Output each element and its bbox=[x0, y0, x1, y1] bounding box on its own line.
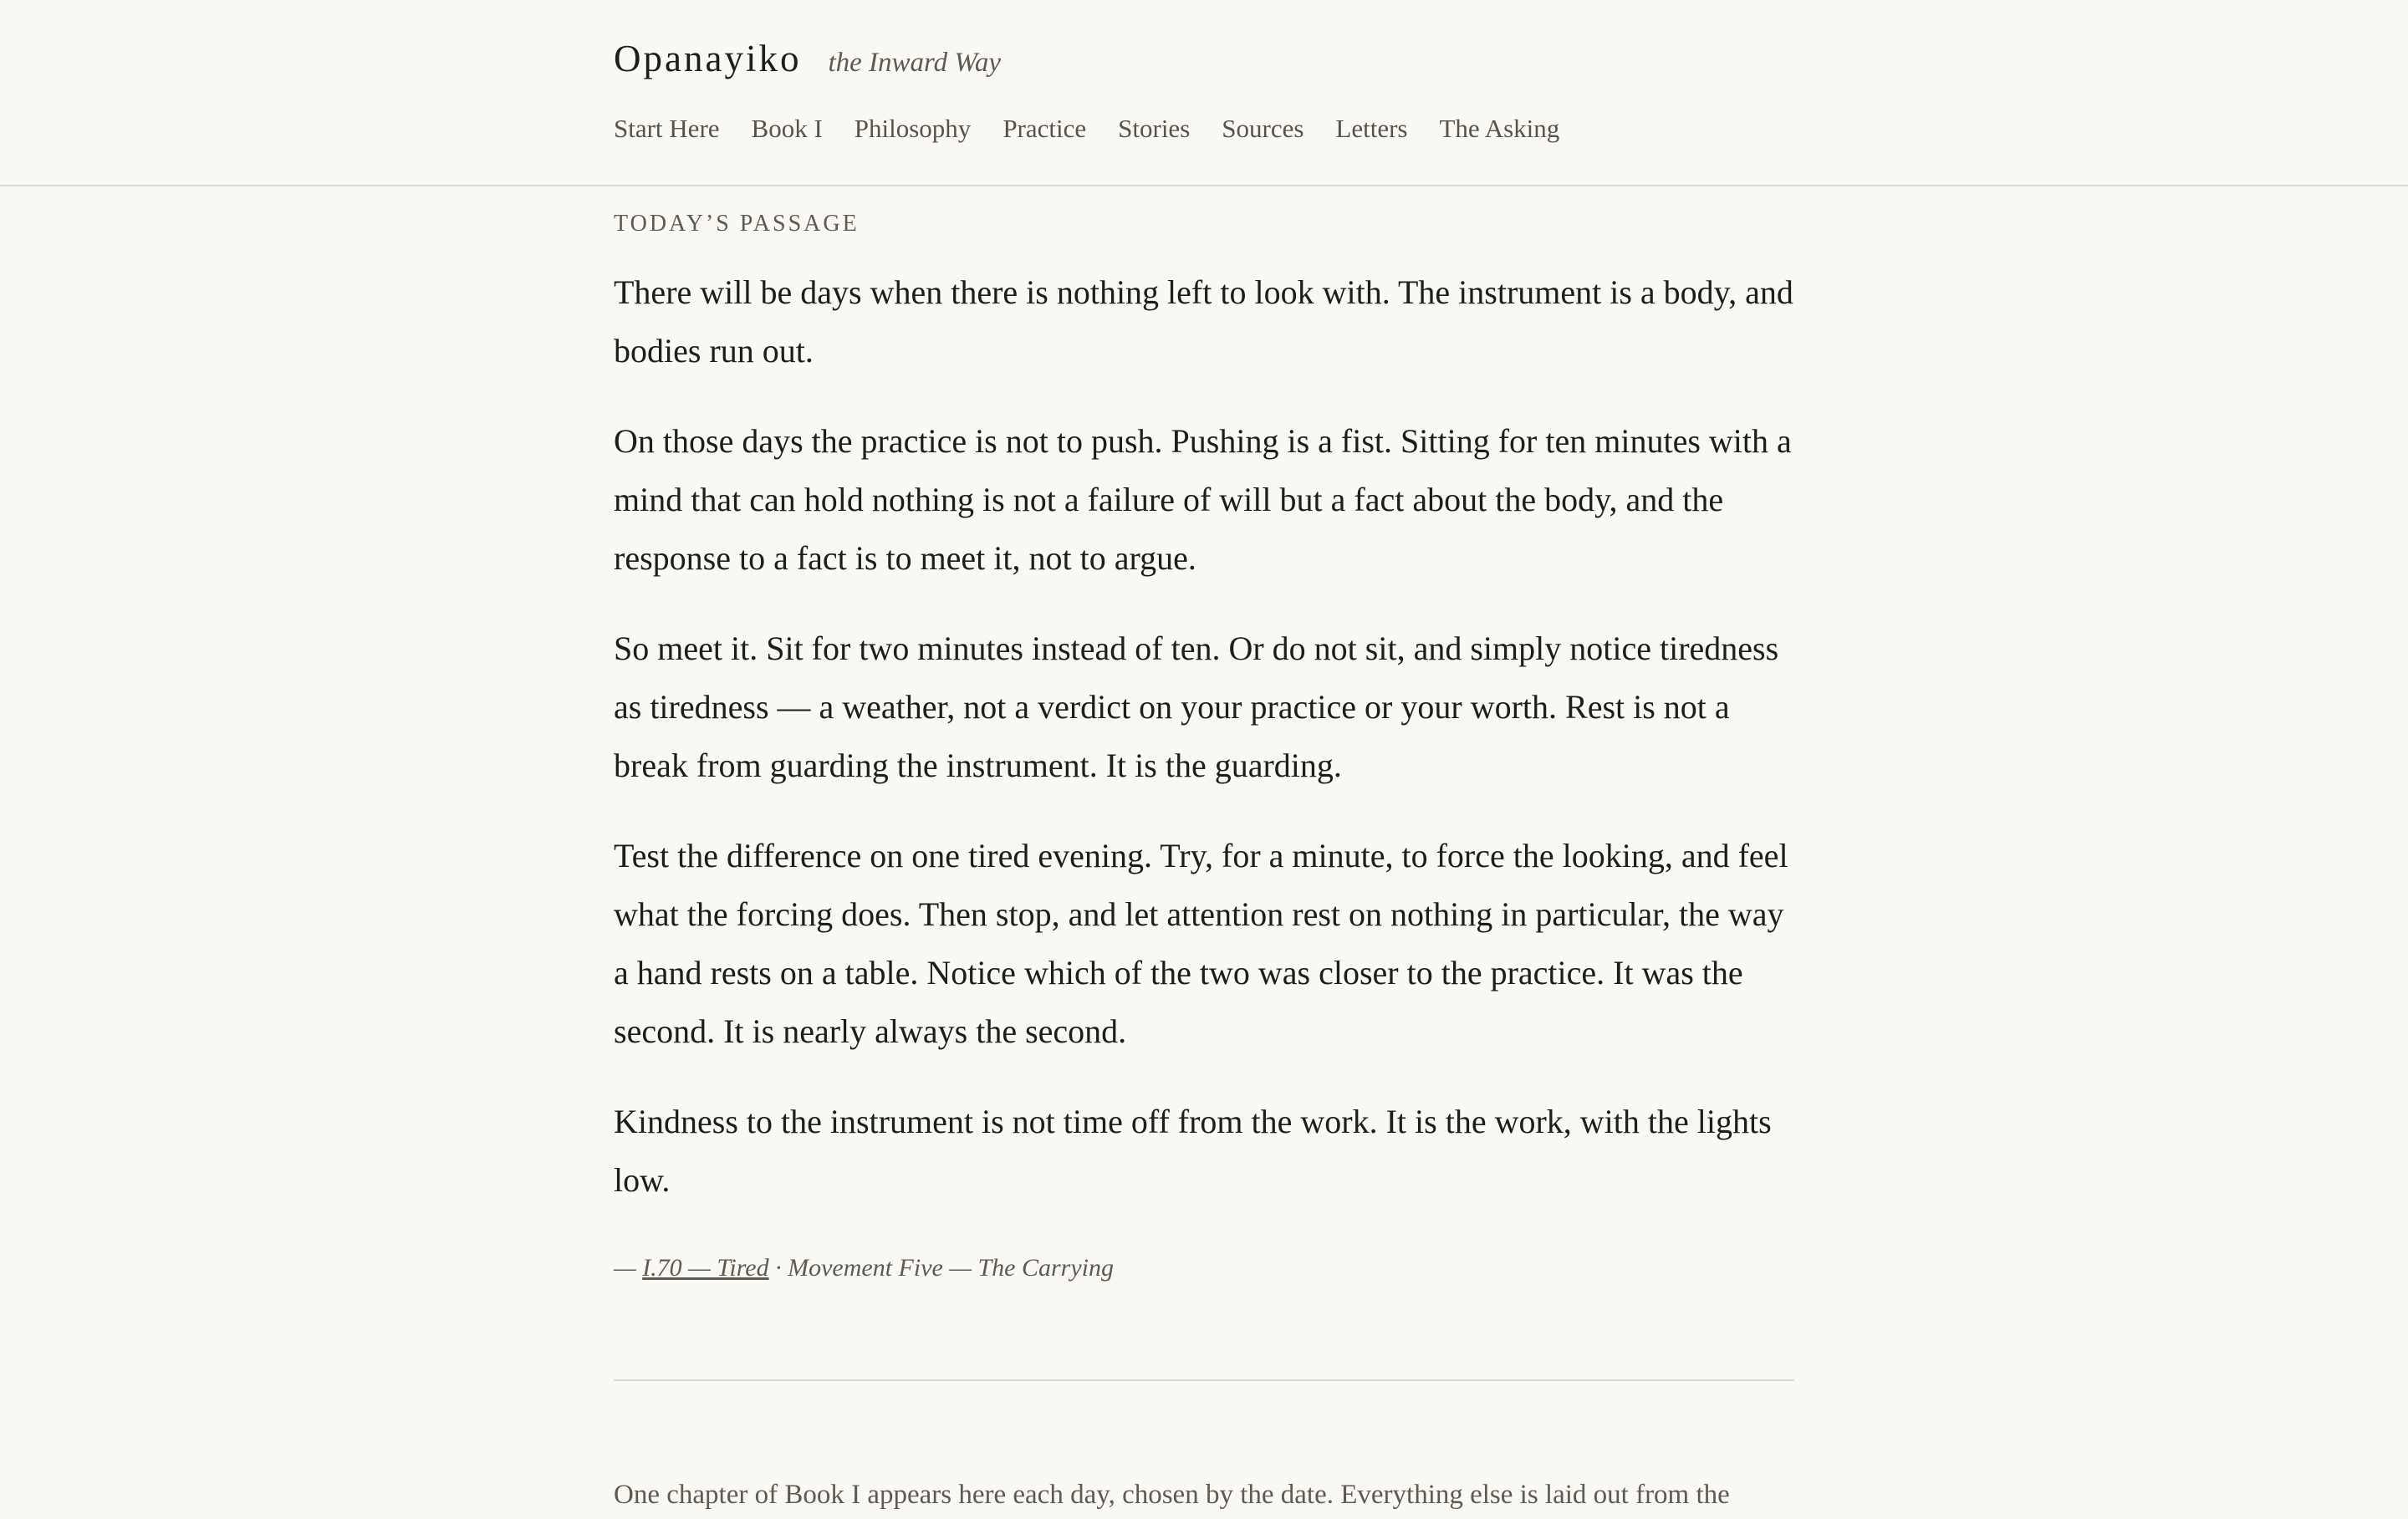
site-title[interactable]: Opanayiko bbox=[614, 38, 802, 79]
nav-book-i[interactable]: Book I bbox=[751, 114, 823, 143]
nav-stories[interactable]: Stories bbox=[1118, 114, 1191, 143]
passage-paragraph: So meet it. Sit for two minutes instead of ten. Or do not sit, and simply notice tiredness as tiredness — a weather, not a verdict on your practice or your worth. Rest is not a break from guarding the instrument. It is the guarding. bbox=[614, 630, 1779, 784]
site-header bbox=[0, 0, 2408, 186]
citation-movement: · Movement Five — The Carrying bbox=[768, 1254, 1115, 1282]
passage-paragraph: There will be days when there is nothing left to look with. The instrument is a body, and bodies run out. bbox=[614, 273, 1793, 370]
passage-body bbox=[614, 263, 1794, 1241]
main-nav bbox=[614, 112, 1591, 145]
passage-paragraph: Kindness to the instrument is not time off from the work. It is the work, with the lights low. bbox=[614, 1103, 1772, 1199]
nav-the-asking[interactable]: The Asking bbox=[1439, 114, 1560, 143]
nav-practice[interactable]: Practice bbox=[1002, 114, 1087, 143]
passage-paragraph: Test the difference on one tired evening. Try, for a minute, to force the looking, and feel what the forcing does. Then stop, and let attention rest on nothing in particular, the way a hand rests on a table. Notice which of the two was closer to the practice. It was the second. It is nearly always the second. bbox=[614, 837, 1788, 1050]
passage-citation bbox=[614, 1254, 1114, 1282]
chapter-link[interactable]: I.70 — Tired bbox=[642, 1254, 769, 1282]
nav-philosophy[interactable]: Philosophy bbox=[854, 114, 972, 143]
passage-paragraph: On those days the practice is not to push. Pushing is a fist. Sitting for ten minutes with a mind that can hold nothing is not a failure of will but a fact about the body, and the response to a fact is to meet it, not to argue. bbox=[614, 422, 1792, 577]
nav-sources[interactable]: Sources bbox=[1222, 114, 1304, 143]
brand bbox=[614, 37, 1001, 80]
site-tagline: the Inward Way bbox=[828, 48, 1001, 78]
section-divider bbox=[614, 1379, 1794, 1381]
nav-start-here[interactable]: Start Here bbox=[614, 114, 720, 143]
citation-prefix: — bbox=[614, 1254, 643, 1282]
todays-passage-heading: TODAY’S PASSAGE bbox=[614, 211, 860, 237]
nav-letters[interactable]: Letters bbox=[1335, 114, 1408, 143]
footer-note: One chapter of Book I appears here each day, chosen by the date. Everything else is laid out from the bbox=[614, 1480, 1730, 1510]
